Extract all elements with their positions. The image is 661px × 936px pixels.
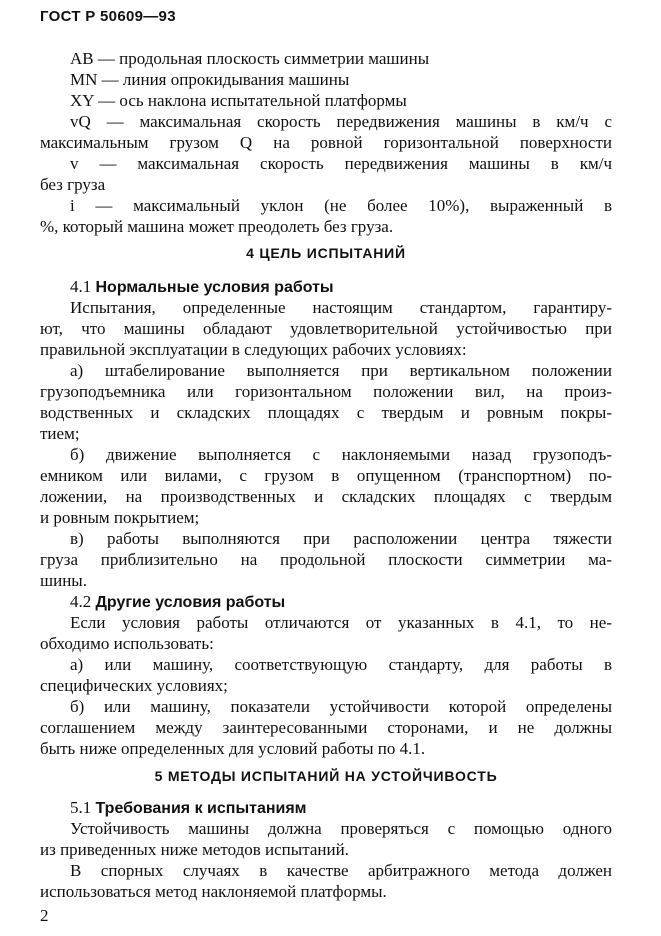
definition-v-cont: без груза [40, 175, 106, 194]
paragraph-line: тием; [40, 424, 80, 443]
paragraph-line: ложении, на производственных и складских площадях с твердым [40, 487, 612, 506]
paragraph-line: водственных и складских площадях с твердым и ровным покры- [40, 403, 612, 422]
paragraph-line: ют, что машины обладают удовлетворительной устойчивостью при [40, 319, 612, 338]
paragraph-line: специфических условиях; [40, 676, 228, 695]
paragraph-line: в) работы выполняются при расположении центра тяжести [70, 529, 612, 548]
paragraph-line: быть ниже определенных для условий работы по 4.1. [40, 739, 426, 758]
paragraph-line: шины. [40, 571, 87, 590]
paragraph-line: Устойчивость машины должна проверяться с помощью одного [70, 819, 612, 838]
paragraph-line: емником или вилами, с грузом в опущенном (транспортном) по- [40, 466, 612, 485]
subsection-4-2-number: 4.2 [70, 592, 92, 611]
subsection-4-1-title: Нормальные условия работы [95, 279, 334, 296]
paragraph-line: б) движение выполняется с наклоняемыми назад грузоподъ- [70, 445, 612, 464]
section-4-title: 4 ЦЕЛЬ ИСПЫТАНИЙ [246, 245, 406, 261]
paragraph-line: б) или машину, показатели устойчивости которой определены [70, 697, 612, 716]
paragraph-line: Если условия работы отличаются от указанных в 4.1, то не- [70, 613, 612, 632]
paragraph-line: а) или машину, соответствующую стандарту, для работы в [70, 655, 612, 674]
definition-vq: vQ — максимальная скорость передвижения машины в км/ч с [70, 112, 612, 131]
subsection-5-1-title: Требования к испытаниям [95, 800, 307, 817]
paragraph-line: правильной эксплуатации в следующих рабочих условиях: [40, 340, 467, 359]
standard-header: ГОСТ Р 50609—93 [40, 8, 176, 25]
paragraph-line: соглашением между заинтересованными сторонами, и не должны [40, 718, 612, 737]
section-5-title: 5 МЕТОДЫ ИСПЫТАНИЙ НА УСТОЙЧИВОСТЬ [154, 768, 498, 784]
paragraph-line: и ровным покрытием; [40, 508, 200, 527]
paragraph-line: использоваться метод наклоняемой платформы. [40, 882, 387, 901]
definition-i: i — максимальный уклон (не более 10%), выраженный в [70, 196, 612, 215]
definition-i-cont: %, который машина может преодолеть без груза. [40, 217, 394, 236]
subsection-4-1-heading [70, 276, 334, 298]
definition-ab: AB — продольная плоскость симметрии машины [70, 49, 430, 68]
definition-vq-cont: максимальным грузом Q на ровной горизонтальной поверхности [40, 133, 612, 152]
paragraph-line: из приведенных ниже методов испытаний. [40, 840, 349, 859]
definition-v: v — максимальная скорость передвижения машины в км/ч [70, 154, 612, 173]
paragraph-line: обходимо использовать: [40, 634, 214, 653]
paragraph-line: а) штабелирование выполняется при вертикальном положении [70, 361, 612, 380]
paragraph-line: грузоподъемника или горизонтальном положении вил, на произ- [40, 382, 612, 401]
subsection-5-1-heading [70, 797, 307, 819]
page-number: 2 [40, 906, 49, 925]
paragraph-line: груза приблизительно на продольной плоскости симметрии ма- [40, 550, 612, 569]
paragraph-line: В спорных случаях в качестве арбитражного метода должен [70, 861, 612, 880]
subsection-4-2-title: Другие условия работы [95, 594, 286, 611]
definition-xy: XY — ось наклона испытательной платформы [70, 91, 407, 110]
subsection-5-1-number: 5.1 [70, 798, 92, 817]
definition-mn: MN — линия опрокидывания машины [70, 70, 350, 89]
subsection-4-1-number: 4.1 [70, 277, 92, 296]
paragraph-line: Испытания, определенные настоящим стандартом, гарантиру- [70, 298, 612, 317]
subsection-4-2-heading [70, 591, 285, 613]
